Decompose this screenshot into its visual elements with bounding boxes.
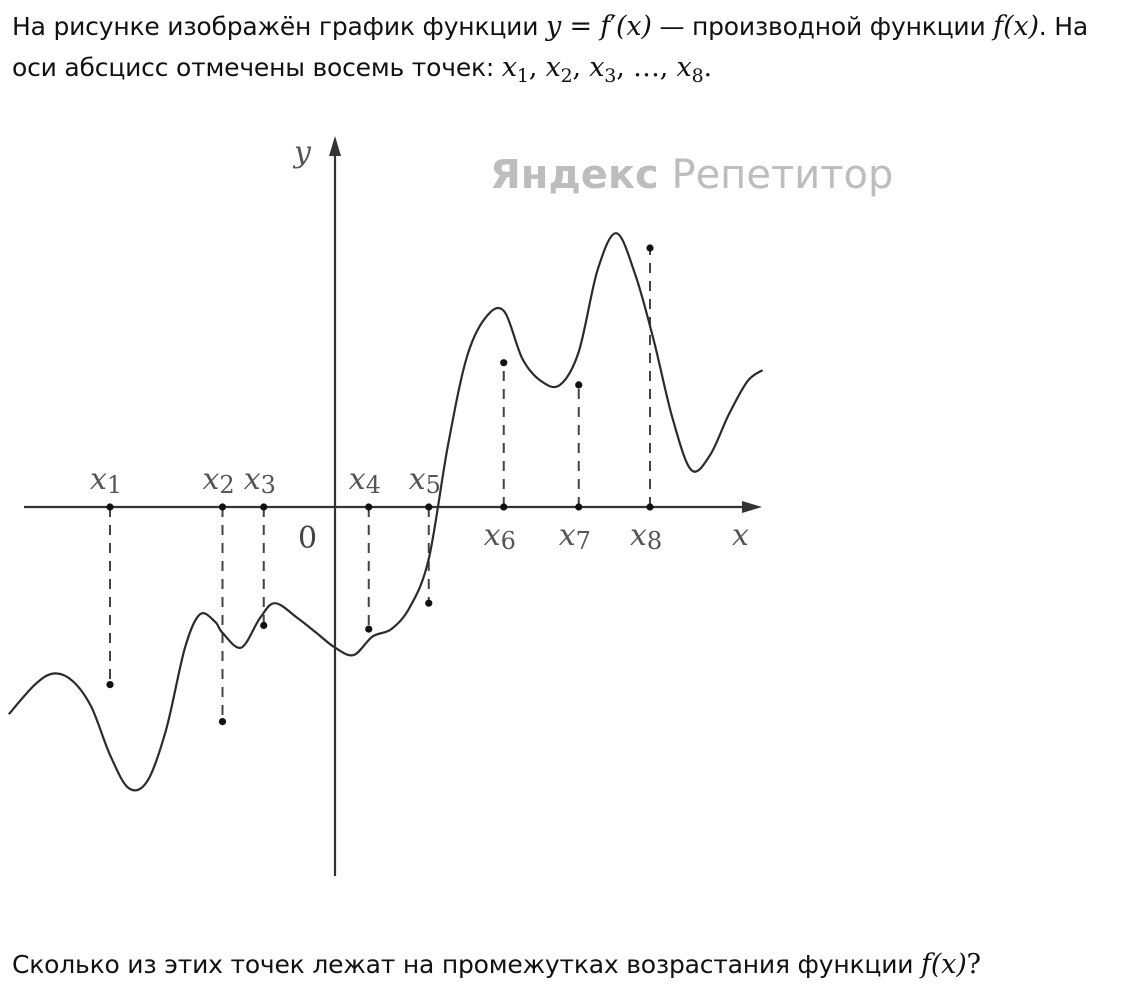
label-x8-letter: x <box>630 518 647 553</box>
curve-dot-8 <box>646 244 653 251</box>
y-axis-label: y <box>294 135 311 170</box>
label-x5-sub: 5 <box>425 471 441 499</box>
label-x6 <box>484 518 516 555</box>
label-x7-sub: 7 <box>575 527 591 555</box>
math-arg: (x) <box>616 11 652 42</box>
label-x6-sub: 6 <box>500 527 516 555</box>
math-f: f <box>600 11 611 42</box>
math-y: y <box>546 11 562 42</box>
label-x8-sub: 8 <box>646 527 663 555</box>
math-f-name: f <box>993 11 1004 42</box>
math-x8: x <box>676 52 692 83</box>
curve-dot-1 <box>106 681 113 688</box>
label-x4 <box>349 462 381 499</box>
curve-dot-2 <box>219 718 226 725</box>
label-x3 <box>244 462 276 499</box>
question-text: Сколько из этих точек лежат на промежутках возрастания функции <box>12 950 922 979</box>
problem-intro: На рисунке изображён график функции <box>12 12 546 41</box>
label-x7 <box>559 518 591 555</box>
label-x4-letter: x <box>348 462 366 497</box>
y-axis-arrow <box>329 136 341 156</box>
label-x5-letter: x <box>408 462 426 497</box>
label-x2-sub: 2 <box>219 471 235 499</box>
math-sub-2: 2 <box>560 65 573 87</box>
axis-dot-8 <box>646 503 653 510</box>
question-f-arg: (x) <box>930 949 967 980</box>
label-x2 <box>203 462 235 499</box>
math-sep-4: , <box>659 52 677 83</box>
axis-labels <box>90 135 749 556</box>
origin-label: 0 <box>298 521 318 556</box>
watermark-brand: Яндекс <box>490 152 659 198</box>
axis-dot-7 <box>575 503 582 510</box>
label-x3-sub: 3 <box>260 471 276 499</box>
label-x2-letter: x <box>202 462 220 497</box>
math-prime: ′ <box>610 11 616 42</box>
label-x1-letter: x <box>90 462 107 497</box>
math-ellipsis: … <box>632 52 660 83</box>
math-x2: x <box>545 52 561 83</box>
x-axis-arrow <box>742 501 762 513</box>
math-x3: x <box>589 52 605 83</box>
watermark-product: Репетитор <box>658 152 894 198</box>
axis-dot-1 <box>106 503 113 510</box>
question-mark: ? <box>966 949 981 980</box>
math-sub-3: 3 <box>604 65 617 87</box>
derivative-curve <box>9 233 763 790</box>
math-period: . <box>703 52 712 83</box>
problem-tail-text: . На оси абсцисс отмечены восемь точек: <box>12 12 1088 82</box>
axis-dot-6 <box>500 503 507 510</box>
x-axis-label: x <box>732 518 749 553</box>
axis-dot-2 <box>219 503 226 510</box>
math-x1: x <box>501 52 517 83</box>
axis-dot-5 <box>425 503 432 510</box>
math-sep-1: , <box>528 52 546 83</box>
math-sep-2: , <box>572 52 590 83</box>
question-f-name: f <box>921 949 931 980</box>
math-sub-8: 8 <box>691 65 704 87</box>
curve-dot-3 <box>260 622 267 629</box>
math-f-arg: (x) <box>1003 11 1039 42</box>
watermark <box>490 152 893 198</box>
curve-dot-7 <box>575 381 582 388</box>
curve-layer <box>9 233 763 790</box>
axis-dot-4 <box>365 503 372 510</box>
label-x4-sub: 4 <box>365 471 381 499</box>
label-x6-letter: x <box>483 518 501 553</box>
problem-mid-text: — производной функции <box>651 12 994 41</box>
label-x1-sub: 1 <box>106 471 123 499</box>
label-x3-letter: x <box>243 462 261 497</box>
question <box>12 944 981 985</box>
curve-dot-5 <box>425 600 432 607</box>
label-x1 <box>90 462 122 499</box>
curve-dot-6 <box>500 359 507 366</box>
curve-dot-4 <box>365 626 372 633</box>
axis-dot-3 <box>260 503 267 510</box>
math-equals: = <box>561 11 601 42</box>
math-sep-3: , <box>616 52 633 83</box>
label-x8 <box>630 518 662 555</box>
label-x7-letter: x <box>558 518 576 553</box>
label-x5 <box>409 462 441 499</box>
math-sub-1: 1 <box>516 65 529 87</box>
